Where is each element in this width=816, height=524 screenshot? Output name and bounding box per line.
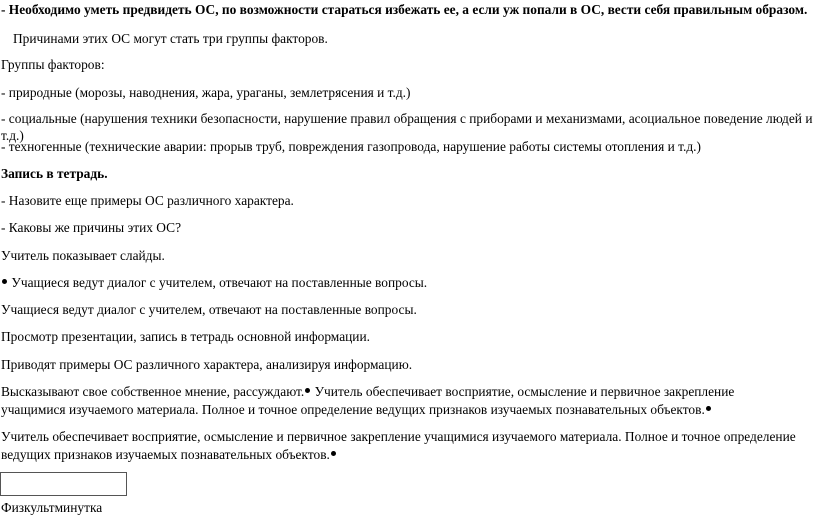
paragraph-teacher-slides: Учитель показывает слайды. [1,248,165,263]
paragraph-causes: Причинами этих ОС могут стать три группы факторов. [13,31,328,46]
paragraph-phys-minute: Физкультминутка [1,500,103,515]
opinion-text: Высказывают свое собственное мнение, рассуждают. [1,384,305,399]
paragraph-factor-groups: Группы факторов: [1,57,105,72]
paragraph-intro: - Необходимо уметь предвидеть ОС, по возможности стараться избежать ее, а если уж попали в ОС, вести себя правильным образом. [1,2,808,17]
list-item-social: - социальные (нарушения техники безопасности, нарушение правил обращения с приборами и механизмами, асоциальное поведение людей и т.д.) [1,111,813,143]
paragraph-students-dialog-bullet [1,274,427,291]
bullet-icon [2,279,7,284]
paragraph-question-causes: - Каковы же причины этих ОС? [1,220,182,235]
paragraph-students-dialog: Учащиеся ведут диалог с учителем, отвечают на поставленные вопросы. [1,302,417,317]
list-item-technogenic: - техногенные (технические аварии: прорыв труб, повреждения газопровода, нарушение работы системы отопления и т.д.) [1,139,701,154]
empty-frame [0,472,127,496]
list-item-natural: - природные (морозы, наводнения, жара, ураганы, землетрясения и т.д.) [1,85,411,100]
bullet-icon [331,451,336,456]
bullet-icon [706,406,711,411]
paragraph-examples: Приводят примеры ОС различного характера, анализируя информацию. [1,357,413,372]
paragraph-teacher-ensures [1,428,813,464]
teacher-ensures-text: Учитель обеспечивает восприятие, осмысление и первичное закрепление учащимися изучаемого материала. Полное и точное определение ведущих признаков изучаемых познавательных объектов. [1,384,735,417]
paragraph-notebook-entry: Запись в тетрадь. [1,166,108,181]
bullet-text: Учащиеся ведут диалог с учителем, отвечают на поставленные вопросы. [8,275,428,290]
bullet-icon [305,388,310,393]
paragraph-opinion [1,383,791,419]
paragraph-presentation: Просмотр презентации, запись в тетрадь основной информации. [1,329,370,344]
paragraph-question-examples: - Назовите еще примеры ОС различного характера. [1,193,294,208]
teacher-ensures-text-2: Учитель обеспечивает восприятие, осмысление и первичное закрепление учащимися изучаемого материала. Полное и точное определение ведущих признаков изучаемых познавательных объектов. [1,429,796,462]
